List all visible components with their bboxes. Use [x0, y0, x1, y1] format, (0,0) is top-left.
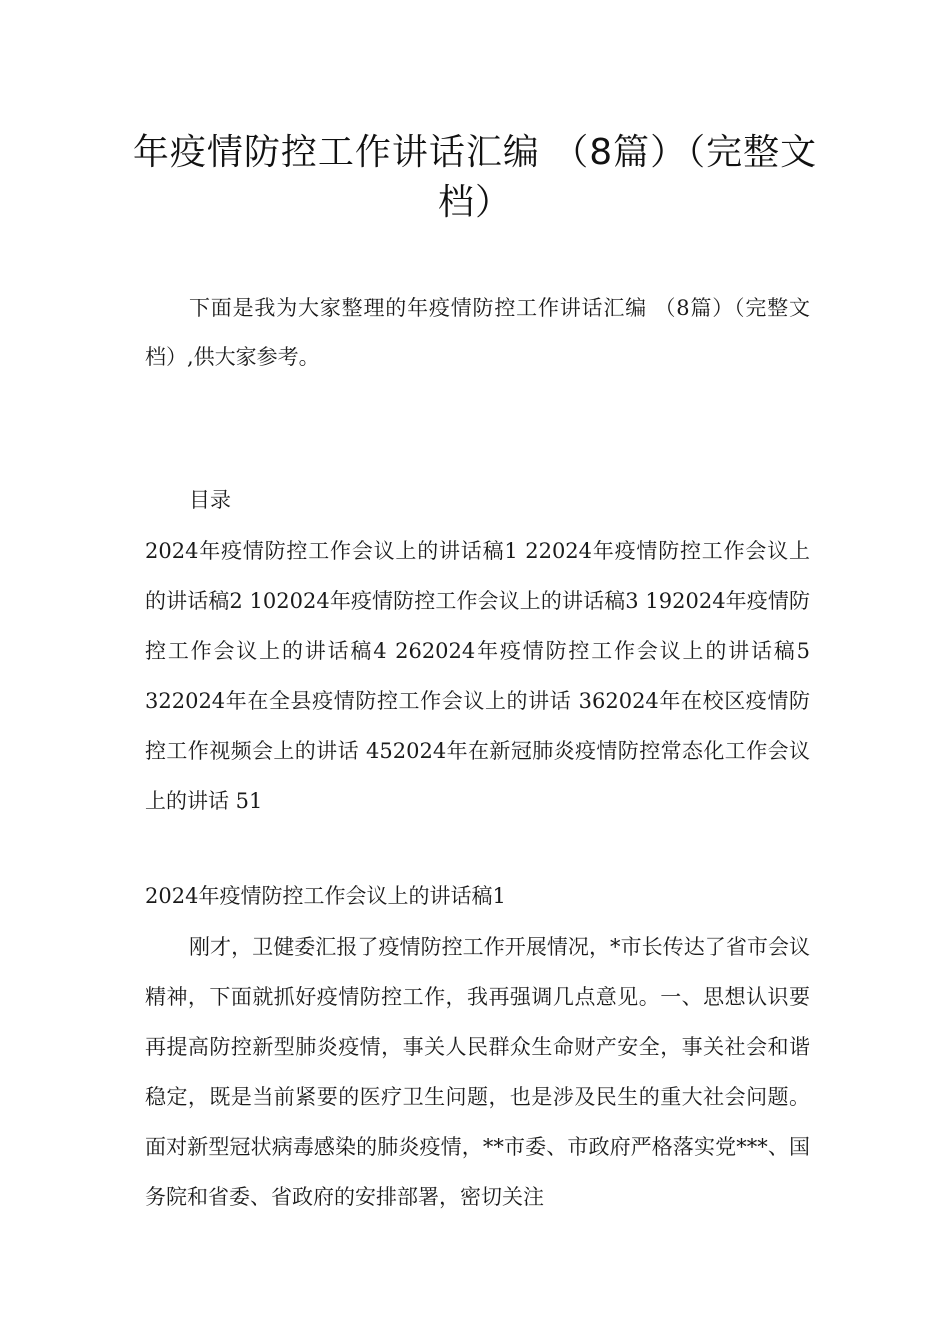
intro-paragraph: 下面是我为大家整理的年疫情防控工作讲话汇编 （8篇）（完整文档）,供大家参考。 — [145, 296, 810, 369]
section-paragraph: 刚才，卫健委汇报了疫情防控工作开展情况，*市长传达了省市会议精神，下面就抓好疫情防控工作，我再强调几点意见。一、思想认识要再提高防控新型肺炎疫情，事关人民群众生命财产安全，事关社会和谐稳定，既是当前紧要的医疗卫生问题，也是涉及民生的重大社会问题。面对新型冠状病毒感染的肺炎疫情，**市委、市政府严格落实党***、国务院和省委、省政府的安排部署，密切关注 — [145, 935, 810, 1209]
toc-entries: 2024年疫情防控工作会议上的讲话稿1 22024年疫情防控工作会议上的讲话稿2 102024年疫情防控工作会议上的讲话稿3 192024年疫情防控工作会议上的讲话稿4 262024年疫情防控工作会议上的讲话稿5 322024年在全县疫情防控工作会议上的讲话 362024年在校区疫情防控工作视频会上的讲话 452024年在新冠肺炎疫情防控常态化工作会议上的讲话 51 — [145, 539, 810, 813]
section-title: 2024年疫情防控工作会议上的讲话稿1 — [145, 884, 506, 908]
toc-heading: 目录 — [189, 488, 231, 512]
document-title: 年疫情防控工作讲话汇编 （8篇）（完整文档） — [132, 132, 818, 223]
